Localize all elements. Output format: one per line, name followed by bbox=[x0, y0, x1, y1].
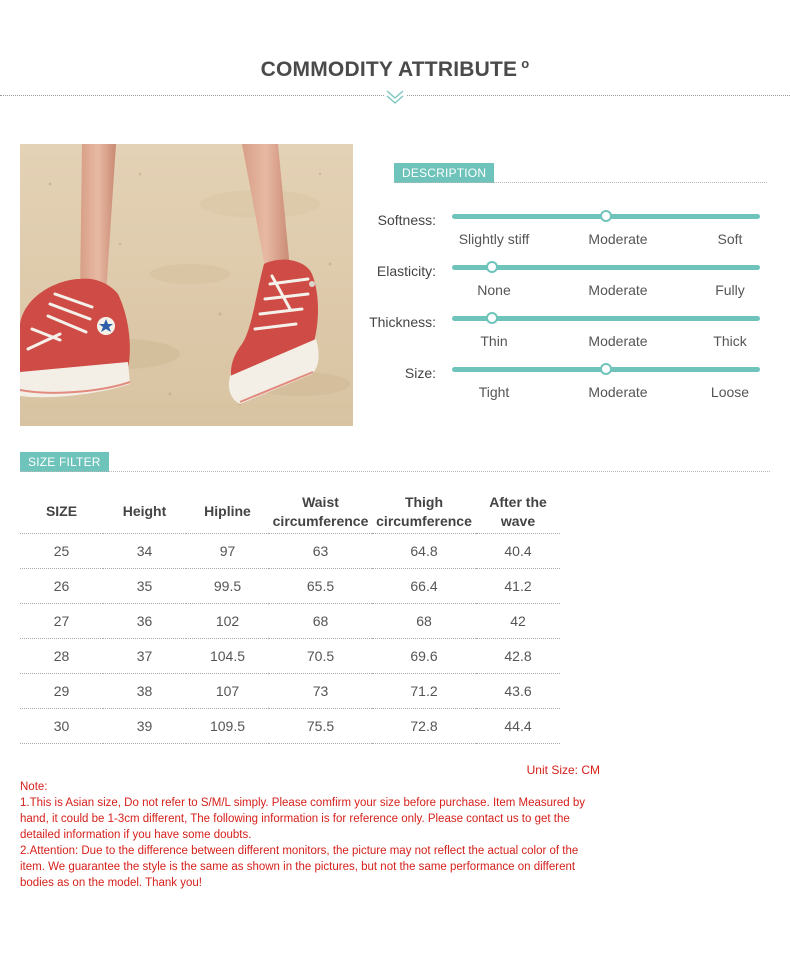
thickness-scale bbox=[452, 316, 760, 321]
page-title bbox=[0, 56, 790, 82]
table-row bbox=[20, 674, 560, 709]
product-photo bbox=[20, 144, 353, 426]
elasticity-label: Elasticity: bbox=[376, 263, 436, 279]
thickness-option-mid: Moderate bbox=[588, 333, 648, 349]
table-cell: 26 bbox=[20, 569, 103, 604]
softness-option-mid: Moderate bbox=[588, 231, 648, 247]
size-filter-divider bbox=[20, 471, 770, 472]
size-filter-tag: SIZE FILTER bbox=[20, 452, 109, 472]
header-hipline: Hipline bbox=[186, 490, 269, 534]
table-row bbox=[20, 604, 560, 639]
softness-option-low: Slightly stiff bbox=[458, 231, 530, 247]
size-table bbox=[20, 490, 560, 744]
table-header-row bbox=[20, 490, 560, 534]
table-cell: 66.4 bbox=[372, 569, 476, 604]
table-cell: 99.5 bbox=[186, 569, 269, 604]
chevron-down-icon bbox=[384, 88, 406, 106]
note-item-1: 1.This is Asian size, Do not refer to S/M/L simply. Please comfirm your size before purchase. Item Measured by hand, it could be 1-3cm different, The following information is for reference only. Please contact us to get the detailed information if you have some doubts. bbox=[20, 797, 585, 841]
header-height: Height bbox=[103, 490, 186, 534]
table-row bbox=[20, 534, 560, 569]
description-tag: DESCRIPTION bbox=[394, 163, 494, 183]
table-cell: 29 bbox=[20, 674, 103, 709]
table-cell: 64.8 bbox=[372, 534, 476, 569]
note-item-2: 2.Attention: Due to the difference between different monitors, the picture may not reflect the actual color of the item. We guarantee the style is the same as shown in the pictures, but not the same performance on different bodies as on the model. Thank you! bbox=[20, 845, 579, 889]
table-cell: 75.5 bbox=[269, 709, 372, 744]
softness-scale bbox=[452, 214, 760, 219]
table-cell: 69.6 bbox=[372, 639, 476, 674]
table-cell: 68 bbox=[372, 604, 476, 639]
table-cell: 104.5 bbox=[186, 639, 269, 674]
softness-marker bbox=[600, 210, 612, 222]
thickness-option-high: Thick bbox=[713, 333, 747, 349]
table-cell: 97 bbox=[186, 534, 269, 569]
table-cell: 70.5 bbox=[269, 639, 372, 674]
table-cell: 63 bbox=[269, 534, 372, 569]
table-cell: 71.2 bbox=[372, 674, 476, 709]
softness-option-high: Soft bbox=[717, 231, 743, 247]
size-scale bbox=[452, 367, 760, 372]
header-thigh: Thigh circumference bbox=[372, 490, 476, 534]
table-row bbox=[20, 569, 560, 604]
table-cell: 34 bbox=[103, 534, 186, 569]
table-cell: 102 bbox=[186, 604, 269, 639]
table-cell: 25 bbox=[20, 534, 103, 569]
table-cell: 68 bbox=[269, 604, 372, 639]
thickness-marker bbox=[486, 312, 498, 324]
table-cell: 35 bbox=[103, 569, 186, 604]
table-cell: 40.4 bbox=[476, 534, 560, 569]
description-divider bbox=[394, 182, 767, 183]
header-size: SIZE bbox=[20, 490, 103, 534]
notes-block bbox=[20, 779, 605, 891]
table-cell: 28 bbox=[20, 639, 103, 674]
table-cell: 41.2 bbox=[476, 569, 560, 604]
table-cell: 109.5 bbox=[186, 709, 269, 744]
table-cell: 39 bbox=[103, 709, 186, 744]
table-cell: 38 bbox=[103, 674, 186, 709]
degree-mark: o bbox=[521, 56, 530, 71]
table-cell: 37 bbox=[103, 639, 186, 674]
elasticity-scale bbox=[452, 265, 760, 270]
note-heading: Note: bbox=[20, 781, 48, 793]
table-cell: 73 bbox=[269, 674, 372, 709]
elasticity-marker bbox=[486, 261, 498, 273]
size-option-low: Tight bbox=[478, 384, 510, 400]
header-after-wave: After the wave bbox=[476, 490, 560, 534]
table-cell: 72.8 bbox=[372, 709, 476, 744]
softness-label: Softness: bbox=[377, 212, 436, 228]
thickness-option-low: Thin bbox=[480, 333, 508, 349]
table-cell: 107 bbox=[186, 674, 269, 709]
elasticity-option-low: None bbox=[477, 282, 511, 298]
unit-size-note: Unit Size: CM bbox=[526, 763, 600, 777]
table-row bbox=[20, 709, 560, 744]
header-waist: Waist circumference bbox=[269, 490, 372, 534]
size-label: Size: bbox=[404, 365, 436, 381]
table-cell: 42.8 bbox=[476, 639, 560, 674]
elasticity-option-high: Fully bbox=[715, 282, 745, 298]
table-cell: 30 bbox=[20, 709, 103, 744]
thickness-label: Thickness: bbox=[369, 314, 436, 330]
size-marker bbox=[600, 363, 612, 375]
size-option-high: Loose bbox=[710, 384, 750, 400]
table-row bbox=[20, 639, 560, 674]
table-cell: 65.5 bbox=[269, 569, 372, 604]
table-cell: 42 bbox=[476, 604, 560, 639]
title-text: COMMODITY ATTRIBUTE bbox=[260, 58, 518, 81]
table-cell: 43.6 bbox=[476, 674, 560, 709]
table-cell: 27 bbox=[20, 604, 103, 639]
size-option-mid: Moderate bbox=[588, 384, 648, 400]
table-cell: 36 bbox=[103, 604, 186, 639]
elasticity-option-mid: Moderate bbox=[588, 282, 648, 298]
table-cell: 44.4 bbox=[476, 709, 560, 744]
